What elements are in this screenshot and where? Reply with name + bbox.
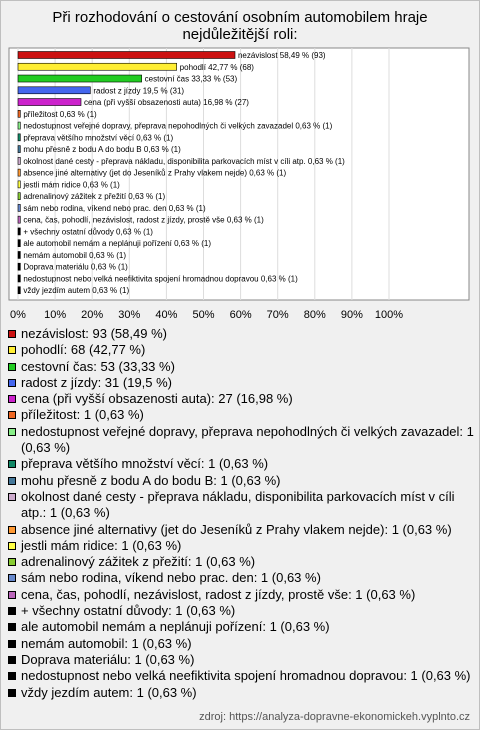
bar-label: nedostupnost nebo velká neefiktivita spojení hromadnou dopravou 0,63 % (1) [23, 274, 298, 284]
bar-label: radost z jízdy 19,5 % (31) [93, 86, 185, 96]
x-tick-label: 10% [44, 309, 67, 321]
legend-item [8, 456, 474, 472]
bar [18, 99, 81, 106]
x-tick-label: 100% [374, 309, 404, 321]
legend-label: + všechny ostatní důvody: 1 (0,63 %) [21, 603, 236, 619]
legend-item [8, 489, 474, 522]
legend-swatch [8, 558, 16, 566]
legend-label: nedostupnost veřejné dopravy, přeprava nepohodlných či velkých zavazadel: 1 (0,63 %) [21, 423, 474, 456]
bar-label: vždy jezdím autem 0,63 % (1) [23, 286, 130, 296]
legend-item [8, 473, 474, 489]
legend-swatch [8, 542, 16, 550]
legend-item [8, 375, 474, 391]
legend-label: radost z jízdy: 31 (19,5 %) [21, 374, 173, 390]
bar [18, 216, 20, 223]
bar [18, 228, 20, 235]
legend-label: okolnost dané cesty - přeprava nákladu, disponibilita parkovacích míst v cíli atp.: 1 (0,63 %) [21, 488, 455, 521]
bar [18, 134, 20, 141]
legend-swatch [8, 607, 16, 615]
bar-label: jestli mám ridice 0,63 % (1) [23, 180, 120, 190]
bar-label: cestovní čas 33,33 % (53) [144, 74, 238, 84]
legend-swatch [8, 395, 16, 403]
legend-label: sám nebo rodina, víkend nebo prac. den: 1 (0,63 %) [21, 570, 321, 586]
x-tick-label: 50% [192, 309, 215, 321]
legend-label: nemám automobil: 1 (0,63 %) [21, 635, 192, 651]
bar [18, 287, 20, 294]
legend-label: nedostupnost nebo velká neefiktivita spojení hromadnou dopravou: 1 (0,63 %) [21, 668, 471, 684]
legend-item [8, 619, 474, 635]
legend-label: cena (při vyšší obsazenosti auta): 27 (16,98 %) [21, 391, 293, 407]
bar [18, 169, 20, 176]
legend-swatch [8, 428, 16, 436]
bar-chart [0, 0, 480, 326]
bar-label: nedostupnost veřejné dopravy, přeprava nepohodlných či velkých zavazadel 0,63 % (1) [23, 121, 333, 131]
legend-swatch [8, 640, 16, 648]
x-tick-label: 40% [155, 309, 178, 321]
legend-item [8, 554, 474, 570]
bar-label: sám nebo rodina, víkend nebo prac. den 0,63 % (1) [23, 203, 206, 213]
legend-swatch [8, 689, 16, 697]
chart-title: Při rozhodování o cestování osobním automobilem hraje nejdůležitější roli: [52, 9, 428, 43]
legend-item [8, 424, 474, 457]
legend-label: adrenalinový zážitek z přežití: 1 (0,63 %) [21, 554, 256, 570]
legend-item [8, 587, 474, 603]
legend-item [8, 326, 474, 342]
bar [18, 110, 20, 117]
bar [18, 240, 20, 247]
legend-label: absence jiné alternativy (jet do Jeseníků z Prahy vlakem nejde): 1 (0,63 %) [21, 521, 452, 537]
legend-swatch [8, 672, 16, 680]
legend-label: ale automobil nemám a neplánuji pořízení: 1 (0,63 %) [21, 619, 330, 635]
bar [18, 87, 90, 94]
bar [18, 204, 20, 211]
legend-swatch [8, 493, 16, 501]
bar [18, 75, 142, 82]
bar-label: okolnost dané cesty - přeprava nákladu, disponibilita parkovacích míst v cíli atp. 0,63 % (1) [23, 156, 345, 166]
legend-label: Doprava materiálu: 1 (0,63 %) [21, 651, 195, 667]
bar-label: adrenalinový zážitek z přežití 0,63 % (1) [23, 192, 166, 202]
legend-label: nezávislost: 93 (58,49 %) [21, 326, 167, 341]
legend-swatch [8, 346, 16, 354]
legend-label: jestli mám ridice: 1 (0,63 %) [21, 537, 182, 553]
legend-swatch [8, 363, 16, 371]
bar [18, 193, 20, 200]
source-note: zdroj: https://analyza-dopravne-ekonomickeh.vyplnto.cz [199, 711, 470, 723]
x-tick-label: 70% [266, 309, 289, 321]
bar-label: nemám automobil 0,63 % (1) [23, 250, 127, 260]
bar [18, 181, 20, 188]
legend-swatch [8, 591, 16, 599]
chart-legend [8, 326, 474, 701]
legend-label: příležitost: 1 (0,63 %) [21, 407, 144, 423]
legend-item [8, 342, 474, 358]
legend-item [8, 522, 474, 538]
bar [18, 263, 20, 270]
bar-label: + všechny ostatní důvody 0,63 % (1) [23, 227, 153, 237]
legend-item [8, 570, 474, 586]
x-tick-label: 20% [81, 309, 104, 321]
legend-label: vždy jezdím autem: 1 (0,63 %) [21, 684, 197, 700]
legend-label: pohodlí: 68 (42,77 %) [21, 342, 146, 358]
bar-label: absence jiné alternativy (jet do Jeseníků z Prahy vlakem nejde) 0,63 % (1) [23, 168, 287, 178]
bar-label: cena, čas, pohodlí, nezávislost, radost z jízdy, prostě vše 0,63 % (1) [23, 215, 264, 225]
bar-label: nezávislost 58,49 % (93) [237, 51, 326, 60]
legend-swatch [8, 623, 16, 631]
legend-item [8, 603, 474, 619]
legend-item [8, 668, 474, 684]
legend-item [8, 359, 474, 375]
legend-swatch [8, 574, 16, 582]
bar-label: ale automobil nemám a neplánuji pořízení 0,63 % (1) [23, 239, 212, 249]
bar [18, 251, 20, 258]
x-tick-label: 90% [340, 309, 363, 321]
legend-item [8, 652, 474, 668]
legend-label: mohu přesně z bodu A do bodu B: 1 (0,63 %) [21, 472, 281, 488]
legend-swatch [8, 330, 16, 338]
bar-label: pohodlí 42,77 % (68) [179, 62, 254, 72]
bar-label: přeprava většího množství věcí 0,63 % (1) [23, 133, 174, 143]
legend-item [8, 538, 474, 554]
bar [18, 275, 20, 282]
x-tick-label: 30% [118, 309, 141, 321]
legend-swatch [8, 526, 16, 534]
legend-label: cestovní čas: 53 (33,33 %) [21, 358, 175, 374]
legend-swatch [8, 460, 16, 468]
bar-label: cena (při vyšší obsazenosti auta) 16,98 % (27) [83, 98, 249, 108]
x-tick-label: 60% [229, 309, 252, 321]
bar [18, 157, 20, 164]
x-tick-label: 0% [10, 309, 26, 321]
legend-swatch [8, 411, 16, 419]
legend-item [8, 407, 474, 423]
bar-label: Doprava materiálu 0,63 % (1) [23, 262, 128, 272]
bar [18, 146, 20, 153]
bar-label: mohu přesně z bodu A do bodu B 0,63 % (1) [23, 145, 181, 155]
legend-item [8, 391, 474, 407]
bar [18, 63, 177, 70]
legend-item [8, 685, 474, 701]
legend-item [8, 636, 474, 652]
x-tick-label: 80% [303, 309, 326, 321]
bar-label: příležitost 0,63 % (1) [23, 109, 97, 119]
bar [18, 52, 235, 59]
legend-label: přeprava většího množství věcí: 1 (0,63 %) [21, 456, 269, 472]
legend-swatch [8, 379, 16, 387]
legend-swatch [8, 477, 16, 485]
legend-swatch [8, 656, 16, 664]
bar [18, 122, 20, 129]
legend-label: cena, čas, pohodlí, nezávislost, radost z jízdy, prostě vše: 1 (0,63 %) [21, 586, 416, 602]
